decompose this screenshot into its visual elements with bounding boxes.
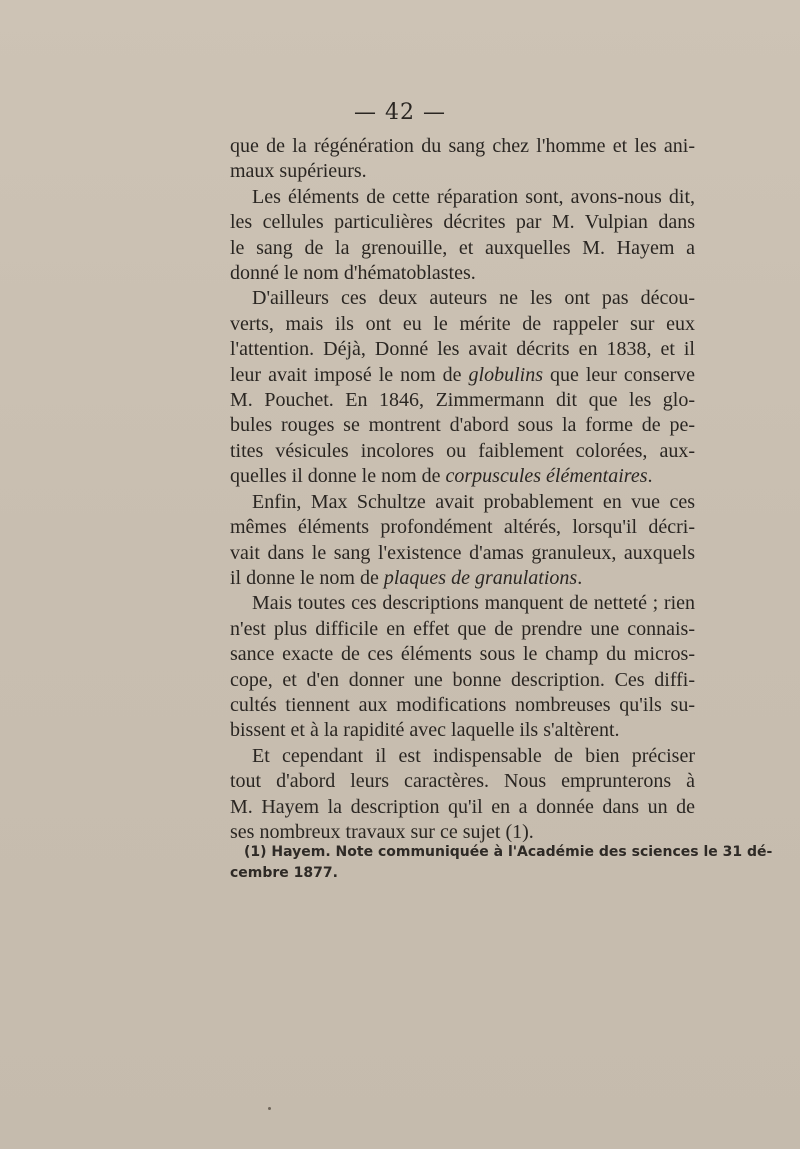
paragraph-3 bbox=[230, 286, 695, 489]
paragraph-2 bbox=[230, 185, 695, 287]
text-line: Mais toutes ces descriptions manquent de netteté ; rien bbox=[252, 592, 695, 615]
text-line bbox=[230, 464, 695, 489]
text-line: n'est plus difficile en effet que de prendre une connais- bbox=[230, 617, 695, 640]
text-line: maux supérieurs. bbox=[230, 160, 367, 183]
text-line: M. Pouchet. En 1846, Zimmermann dit que les glo- bbox=[230, 389, 695, 412]
paragraph-4 bbox=[230, 490, 695, 592]
text-line: vait dans le sang l'existence d'amas granuleux, auxquels bbox=[230, 541, 695, 564]
text-line: l'attention. Déjà, Donné les avait décrits en 1838, et il bbox=[230, 338, 695, 361]
text-line: bissent et à la rapidité avec laquelle ils s'altèrent. bbox=[230, 719, 620, 742]
paragraph-5 bbox=[230, 591, 695, 743]
text-run: . bbox=[647, 465, 653, 488]
italic-term: corpuscules élémentaires bbox=[445, 465, 648, 488]
text-line: mêmes éléments profondément altérés, lorsqu'il décri- bbox=[230, 516, 695, 539]
text-line: tites vésicules incolores ou faiblement colorées, aux- bbox=[230, 439, 695, 462]
text-line: ses nombreux travaux sur ce sujet (1). bbox=[230, 820, 534, 843]
paragraph-6 bbox=[230, 744, 695, 846]
text-line: verts, mais ils ont eu le mérite de rappeler sur eux bbox=[230, 312, 695, 335]
text-line: cultés tiennent aux modifications nombreuses qu'ils su- bbox=[230, 693, 695, 716]
text-line: D'ailleurs ces deux auteurs ne les ont pas décou- bbox=[252, 287, 695, 310]
italic-term: plaques de granulations bbox=[383, 566, 578, 589]
text-line: cope, et d'en donner une bonne description. Ces diffi- bbox=[230, 668, 695, 691]
text-line: sance exacte de ces éléments sous le champ du micros- bbox=[230, 643, 695, 666]
body-text bbox=[230, 134, 695, 845]
footnote-line: cembre 1877. bbox=[230, 865, 338, 881]
footnote-line: (1) Hayem. Note communiquée à l'Académie des sciences le 31 dé- bbox=[244, 844, 773, 860]
text-line bbox=[230, 566, 695, 591]
text-run: il donne le nom de bbox=[230, 566, 384, 589]
page-number: — 42 — bbox=[354, 100, 446, 125]
text-line bbox=[230, 363, 695, 388]
italic-term: globulins bbox=[468, 363, 543, 386]
text-run: que leur conserve bbox=[542, 363, 695, 386]
text-run: . bbox=[577, 566, 583, 589]
text-line: les cellules particulières décrites par M. Vulpian dans bbox=[230, 211, 695, 234]
footnote bbox=[230, 842, 773, 884]
text-line: tout d'abord leurs caractères. Nous emprunterons à bbox=[230, 770, 695, 793]
text-run: leur avait imposé le nom de bbox=[230, 363, 469, 386]
text-run: quelles il donne le nom de bbox=[230, 465, 446, 488]
text-line: bules rouges se montrent d'abord sous la forme de pe- bbox=[230, 414, 695, 437]
paper-speck bbox=[268, 1107, 271, 1110]
paragraph-1 bbox=[230, 134, 695, 185]
text-line: Les éléments de cette réparation sont, avons-nous dit, bbox=[252, 185, 695, 208]
text-line: Et cependant il est indispensable de bien préciser bbox=[252, 744, 695, 767]
text-line: M. Hayem la description qu'il en a donnée dans un de bbox=[230, 795, 695, 818]
text-line: Enfin, Max Schultze avait probablement en vue ces bbox=[252, 490, 695, 513]
text-line: donné le nom d'hématoblastes. bbox=[230, 262, 476, 285]
text-line: que de la régénération du sang chez l'homme et les ani- bbox=[230, 135, 695, 157]
text-line: le sang de la grenouille, et auxquelles M. Hayem a bbox=[230, 236, 695, 259]
